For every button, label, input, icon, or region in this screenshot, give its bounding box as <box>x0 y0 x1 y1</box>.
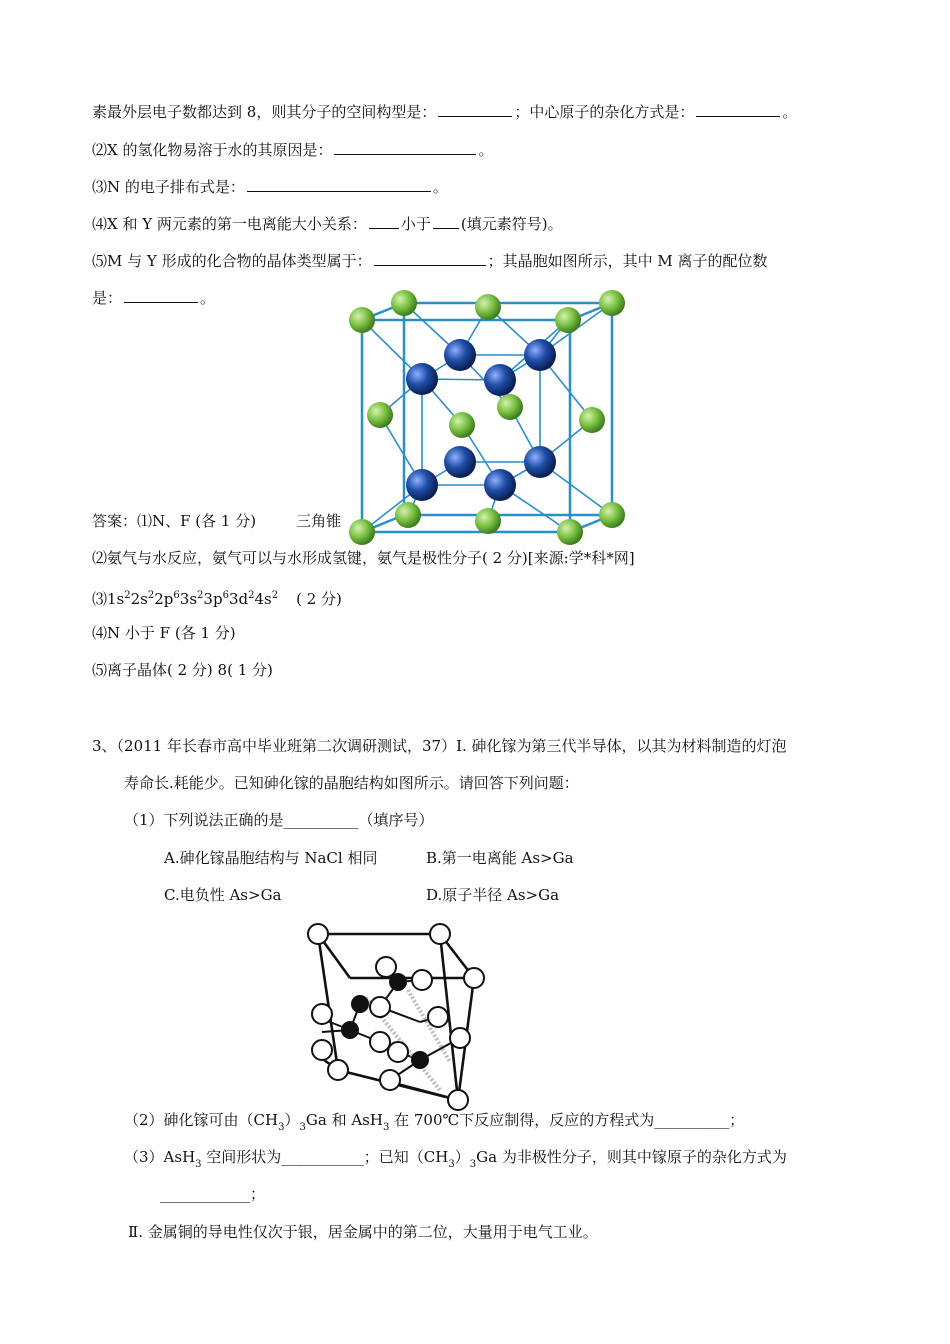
as-atom <box>351 995 369 1013</box>
option-c: C.电负性 As>Ga <box>164 886 282 904</box>
question-3: ⑶N 的电子排布式是： 。 <box>92 178 448 196</box>
subquestion-1: （1）下列说法正确的是__________（填序号） <box>124 811 434 829</box>
green-atom <box>367 402 393 428</box>
answer-blank <box>334 139 476 155</box>
green-atom <box>557 519 583 545</box>
ga-atom <box>448 1090 468 1110</box>
ga-atom <box>308 924 328 944</box>
ga-atom <box>312 1040 332 1060</box>
ga-atom <box>312 1004 332 1024</box>
blue-atom <box>406 469 438 501</box>
option-a: A.砷化镓晶胞结构与 NaCl 相同 <box>164 849 378 867</box>
ga-atom <box>428 1007 448 1027</box>
blue-atom <box>444 446 476 478</box>
answer-blank <box>433 213 459 229</box>
part-2: Ⅱ. 金属铜的导电性仅次于银，居金属中的第二位，大量用于电气工业。 <box>128 1223 598 1241</box>
answer-blank <box>124 287 198 303</box>
green-atom <box>599 290 625 316</box>
answer-blank <box>247 176 431 192</box>
ga-atom <box>380 1070 400 1090</box>
ga-atom <box>430 924 450 944</box>
ga-atom <box>328 1060 348 1080</box>
ga-atom <box>370 997 390 1017</box>
green-atom <box>475 294 501 320</box>
blue-atom <box>406 363 438 395</box>
answer-blank <box>369 213 399 229</box>
subquestion-3-cont: ____________； <box>160 1185 266 1203</box>
answer-1: 答案：⑴N、F (各 1 分) 三角锥 <box>92 512 342 530</box>
answer-blank <box>374 250 486 266</box>
question-line-1: 素最外层电子数都达到 8，则其分子的空间构型是： ；中心原子的杂化方式是： 。 <box>92 103 798 121</box>
blue-atom <box>524 339 556 371</box>
bonds <box>362 303 612 532</box>
green-atom <box>555 307 581 333</box>
fluorite-unit-cell-diagram <box>340 285 630 550</box>
subquestion-3: （3）AsH$_3$ 空间形状为___________；已知$(CH_3)_3Ga$ 为非极性分子，则其中镓原子的杂化方式为 <box>124 1148 787 1170</box>
green-atom <box>391 290 417 316</box>
green-atom <box>475 508 501 534</box>
green-atom <box>579 407 605 433</box>
option-b: B.第一电离能 As>Ga <box>426 849 574 867</box>
green-atom <box>395 502 421 528</box>
question3-heading: 3、（2011 年长春市高中毕业班第二次调研测试，37）Ⅰ. 砷化镓为第三代半导体，以其为材料制造的灯泡 <box>92 737 787 755</box>
blue-atom <box>524 446 556 478</box>
blue-atom <box>484 364 516 396</box>
green-atom <box>349 519 375 545</box>
as-atom <box>411 1051 429 1069</box>
white-atoms <box>308 924 484 1110</box>
ga-atom <box>450 1028 470 1048</box>
answer-2: ⑵氨气与水反应，氨气可以与水形成氢键，氨气是极性分子( 2 分)[来源:学*科*网] <box>92 549 635 567</box>
ga-atom <box>376 957 396 977</box>
green-atom <box>599 502 625 528</box>
ga-atom <box>464 968 484 988</box>
answer-blank <box>438 101 512 117</box>
as-atom <box>341 1021 359 1039</box>
blue-atom <box>484 469 516 501</box>
answer-4: ⑷N 小于 F (各 1 分) <box>92 624 236 642</box>
subquestion-2: （2）砷化镓可由$(CH_3)_3Ga$ 和 AsH$_3$ 在 700℃下反应制得，反应的方程式为__________； <box>124 1111 745 1133</box>
answer-blank <box>696 101 780 117</box>
answer-5: ⑸离子晶体( 2 分) 8( 1 分) <box>92 661 273 679</box>
cell-edges <box>362 303 612 532</box>
ga-atom <box>412 970 432 990</box>
green-atoms <box>349 290 625 545</box>
blue-atom <box>444 339 476 371</box>
question3-heading-cont: 寿命长.耗能少。已知砷化镓的晶胞结构如图所示。请回答下列问题： <box>124 774 579 792</box>
answer-3: $⑶1s^22s^22p^63s^23p^63d^24s^2$ ( 2 分) <box>92 590 342 608</box>
ga-atom <box>388 1042 408 1062</box>
green-atom <box>349 307 375 333</box>
question-4: ⑷X 和 Y 两元素的第一电离能大小关系： 小于 (填元素符号)。 <box>92 215 563 233</box>
question-5: ⑸M 与 Y 形成的化合物的晶体类型属于： ；其晶胞如图所示，其中 M 离子的配位数 <box>92 252 768 270</box>
question-2: ⑵X 的氢化物易溶于水的其原因是： 。 <box>92 141 494 159</box>
ga-atom <box>370 1032 390 1052</box>
gaas-unit-cell-diagram <box>290 912 490 1117</box>
blue-atoms <box>406 339 556 501</box>
green-atom <box>497 394 523 420</box>
question-5-cont: 是： 。 <box>92 289 216 307</box>
option-d: D.原子半径 As>Ga <box>426 886 560 904</box>
green-atom <box>449 412 475 438</box>
